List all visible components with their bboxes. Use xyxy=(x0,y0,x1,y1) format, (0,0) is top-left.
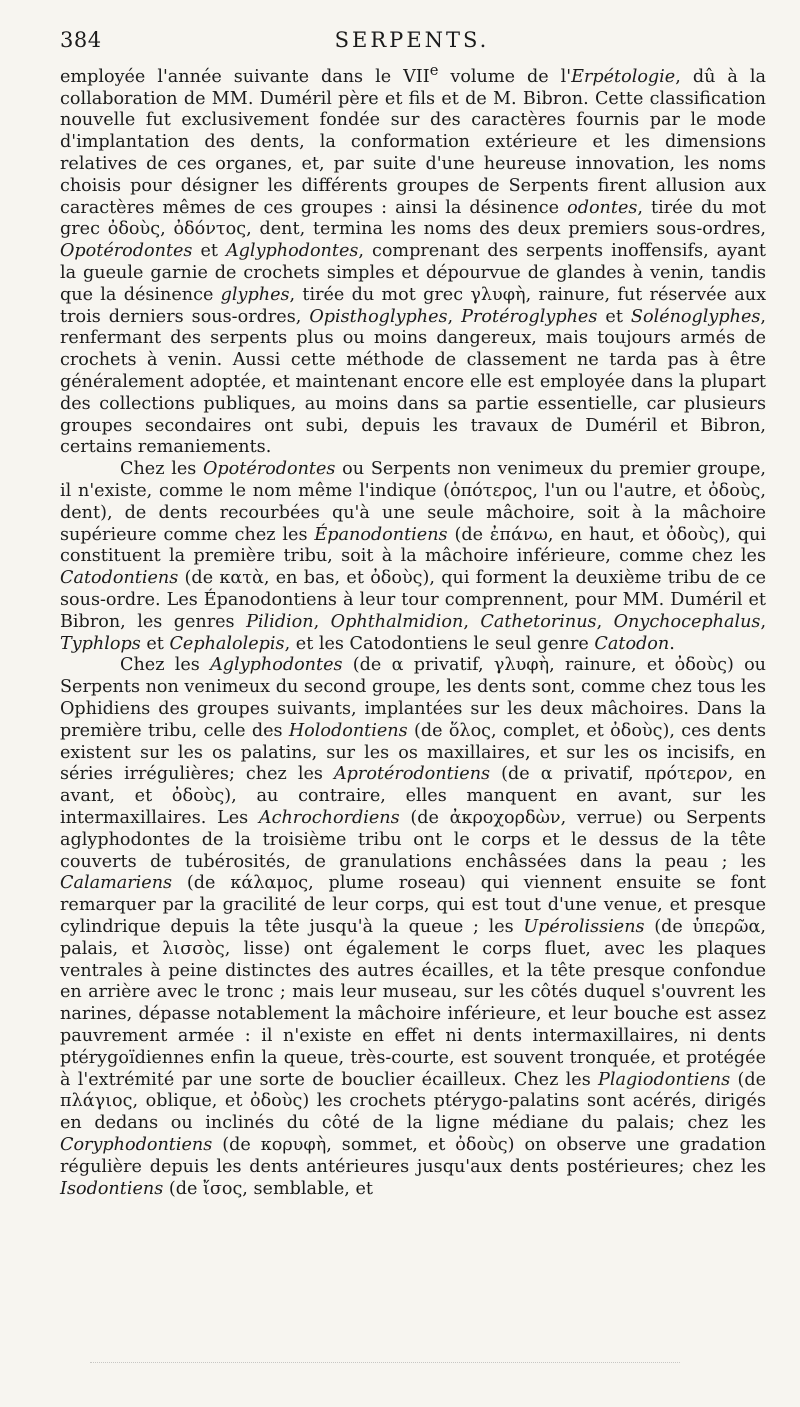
running-title: SERPENTS. xyxy=(334,28,490,52)
page-bottom-mark xyxy=(90,1362,680,1364)
paragraph-classification: employée l'année suivante dans le VIIe volume de l'Erpétologie, dû à la collaboration de MM. Duméril père et fils et de M. Bibron. Cette classification nouvelle fut exclusivement fondée sur des caractères fournis par le mode d'implantation des dents, la conformation extérieure et les dimensions relatives de ces organes, et, par suite d'une heureuse innovation, les noms choisis pour désigner les différents groupes de Serpents firent allusion aux caractères mêmes de ces groupes : ainsi la désinence odontes, tirée du mot grec ὀδοὺς, ὀδόντος, dent, termina les noms des deux premiers sous-ordres, Opotérodontes et Aglyphodontes, comprenant des serpents inoffensifs, ayant la gueule garnie de crochets simples et dépourvue de glandes à venin, tandis que la désinence glyphes, tirée du mot grec γλυφὴ, rainure, fut réservée aux trois derniers sous-ordres, Opisthoglyphes, Protéroglyphes et Solénoglyphes, renfermant des serpents plus ou moins dangereux, mais toujours armés de crochets à venin. Aussi cette méthode de classement ne tarda pas à être généralement adoptée, et maintenant encore elle est employée dans la plupart des collections publiques, au moins dans sa partie essentielle, car plusieurs groupes secondaires ont subi, depuis les travaux de Duméril et Bibron, certains remaniements. xyxy=(60,62,766,458)
paragraph-aglyphodontes: Chez les Aglyphodontes (de α privatif, γλυφὴ, rainure, et ὀδοὺς) ou Serpents non venimeux du second groupe, les dents sont, comme chez tous les Ophidiens des groupes suivants, implantées sur les deux mâchoires. Dans la première tribu, celle des Holodontiens (de ὅλος, complet, et ὀδοὺς), ces dents existent sur les os palatins, sur les os maxillaires, et sur les os incisifs, en séries irrégulières; chez les Aprotérodontiens (de α privatif, πρότερον, en avant, et ὀδοὺς), au contraire, elles manquent en avant, sur les intermaxillaires. Les Achrochordiens (de ἀκροχορδὼν, verrue) ou Serpents aglyphodontes de la troisième tribu ont le corps et le dessus de la tête couverts de tubérosités, de granulations enchâssées dans la peau ; les Calamariens (de κάλαμος, plume roseau) qui viennent ensuite se font remarquer par la gracilité de leur corps, qui est tout d'une venue, et presque cylindrique depuis la tête jusqu'à la queue ; les Upérolissiens (de ὑπερῶα, palais, et λισσὸς, lisse) ont également le corps fluet, avec les plaques ventrales à peine distinctes des autres écailles, et la tête presque confondue en arrière avec le tronc ; mais leur museau, sur les côtés duquel s'ouvrent les narines, dépasse notablement la mâchoire inférieure, et leur bouche est assez pauvrement armée : il n'existe en effet ni dents intermaxillaires, ni dents ptérygoïdiennes enfin la queue, très-courte, est souvent tronquée, et protégée à l'extrémité par une sorte de bouclier écailleux. Chez les Plagiodontiens (de πλάγιος, oblique, et ὀδοὺς) les crochets ptérygo-palatins sont acérés, dirigés en dedans ou inclinés du côté de la ligne médiane du palais; chez les Coryphodontiens (de κορυφὴ, sommet, et ὀδοὺς) on observe une gradation régulière depuis les dents antérieures jusqu'aux dents postérieures; chez les Isodontiens (de ἴσος, semblable, et xyxy=(60,655,767,1199)
page-number: 384 xyxy=(60,28,102,52)
page-header xyxy=(60,28,764,58)
paragraph-opoterodontes: Chez les Opotérodontes ou Serpents non venimeux du premier groupe, il n'existe, comme le nom même l'indique (ὁπότερος, l'un ou l'autre, et ὀδοὺς, dent), de dents recourbées qu'à une seule mâchoire, soit à la mâchoire supérieure comme chez les Épanodontiens (de ἐπάνω, en haut, et ὀδοὺς), qui constituent la première tribu, soit à la mâchoire inférieure, comme chez les Catodontiens (de κατὰ, en bas, et ὀδοὺς), qui forment la deuxième tribu de ce sous-ordre. Les Épanodontiens à leur tour comprennent, pour MM. Duméril et Bibron, les genres Pilidion, Ophthalmidion, Cathetorinus, Onychocephalus, Typhlops et Cephalolepis, et les Catodontiens le seul genre Catodon. xyxy=(60,459,767,654)
body-text xyxy=(60,60,766,1200)
